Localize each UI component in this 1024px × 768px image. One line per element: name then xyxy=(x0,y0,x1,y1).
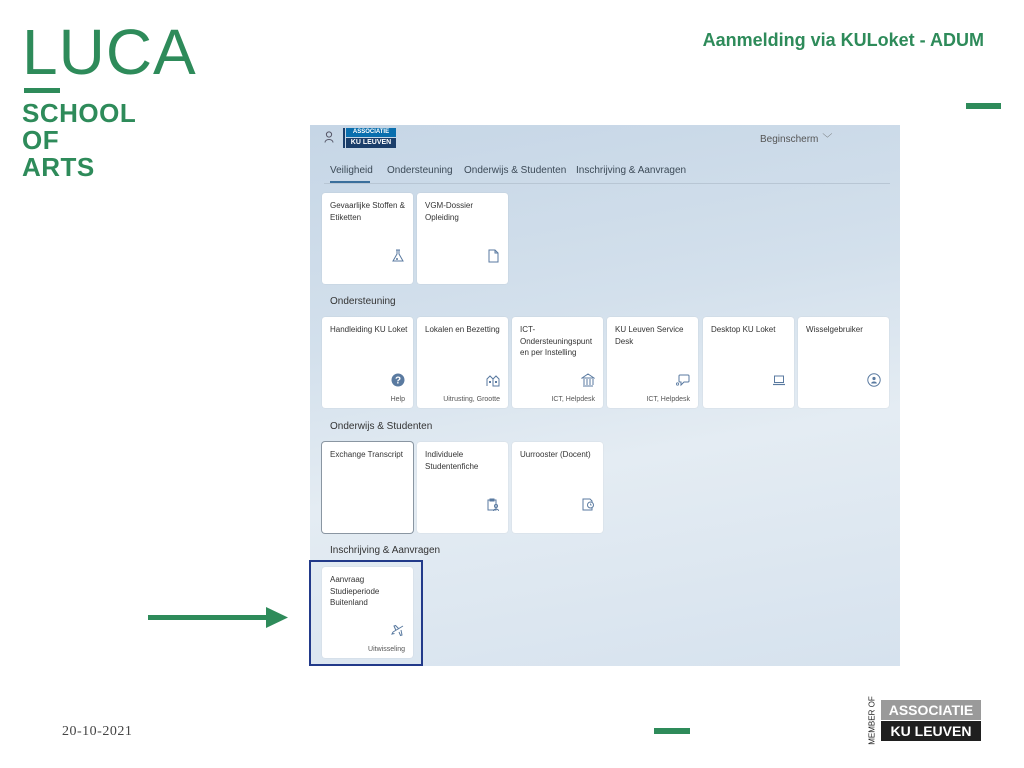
laptop-icon xyxy=(772,373,786,387)
svg-text:?: ? xyxy=(394,375,402,387)
shell-bar xyxy=(310,125,900,149)
tab-bar xyxy=(310,163,900,183)
home-menu-button[interactable]: Beginscherm ﹀ xyxy=(760,134,833,145)
tile-individuele-studentenfiche[interactable]: Individuele Studentenfiche xyxy=(417,442,508,533)
user-icon[interactable] xyxy=(324,131,334,143)
accent-bar-top xyxy=(966,103,1001,109)
slide-title: Aanmelding via KULoket - ADUM xyxy=(702,30,984,50)
section-title-onderwijs-studenten: Onderwijs & Studenten xyxy=(330,421,433,432)
tile-aanvraag-studieperiode-buitenland[interactable]: Aanvraag Studieperiode Buitenland Uitwisseling xyxy=(322,567,413,658)
tab-inschrijving-aanvragen[interactable]: Inschrijving & Aanvragen xyxy=(576,165,687,176)
member-logo-bottom: KU LEUVEN xyxy=(881,721,981,741)
luca-logo xyxy=(22,16,232,182)
student-card-icon xyxy=(486,498,500,512)
tab-onderwijs-studenten[interactable]: Onderwijs & Studenten xyxy=(464,165,567,176)
institution-icon xyxy=(581,373,595,387)
tile-vgm-dossier[interactable]: VGM-Dossier Opleiding xyxy=(417,193,508,284)
slide-date: 20-10-2021 xyxy=(62,724,133,739)
chevron-down-icon: ﹀ xyxy=(822,134,833,145)
switch-user-icon xyxy=(867,373,881,387)
section-title-inschrijving-aanvragen: Inschrijving & Aanvragen xyxy=(330,545,441,556)
tile-ku-leuven-service-desk[interactable]: KU Leuven Service Desk ICT, Helpdesk xyxy=(607,317,698,408)
tab-ondersteuning[interactable]: Ondersteuning xyxy=(387,165,453,176)
tile-ict-ondersteuningspunt[interactable]: ICT-Ondersteuningspunt en per Instelling ICT, Helpdesk xyxy=(512,317,603,408)
tile-wisselgebruiker[interactable]: Wisselgebruiker xyxy=(798,317,889,408)
accent-bar-bottom xyxy=(654,728,690,734)
highlight-box xyxy=(309,560,423,666)
tile-uurrooster-docent[interactable]: Uurrooster (Docent) xyxy=(512,442,603,533)
schedule-icon xyxy=(581,498,595,512)
chat-icon xyxy=(676,373,690,387)
section-title-ondersteuning: Ondersteuning xyxy=(330,296,396,307)
tile-desktop-ku-loket[interactable]: Desktop KU Loket xyxy=(703,317,794,408)
pointer-arrow-icon xyxy=(148,606,288,630)
member-of-label: MEMBER OF xyxy=(867,696,877,745)
buildings-icon xyxy=(486,373,500,387)
help-icon xyxy=(391,373,405,387)
document-icon xyxy=(486,249,500,263)
flask-icon xyxy=(391,249,405,263)
tile-exchange-transcript[interactable]: Exchange Transcript xyxy=(322,442,413,533)
tile-lokalen-en-bezetting[interactable]: Lokalen en Bezetting Uitrusting, Grootte xyxy=(417,317,508,408)
luca-wordmark: LUCA xyxy=(22,16,197,88)
tab-bar-divider xyxy=(324,183,890,184)
tile-handleiding-ku-loket[interactable]: Handleiding KU Loket ? Help xyxy=(322,317,413,408)
tab-veiligheid[interactable]: Veiligheid xyxy=(330,165,373,176)
tile-gevaarlijke-stoffen[interactable]: Gevaarlijke Stoffen & Etiketten xyxy=(322,193,413,284)
logo-divider xyxy=(24,88,60,93)
ku-leuven-logo[interactable]: ASSOCIATIE KU LEUVEN xyxy=(346,128,396,148)
luca-subtitle: SCHOOL OF ARTS xyxy=(22,98,137,182)
member-logo-top: ASSOCIATIE xyxy=(881,700,981,720)
